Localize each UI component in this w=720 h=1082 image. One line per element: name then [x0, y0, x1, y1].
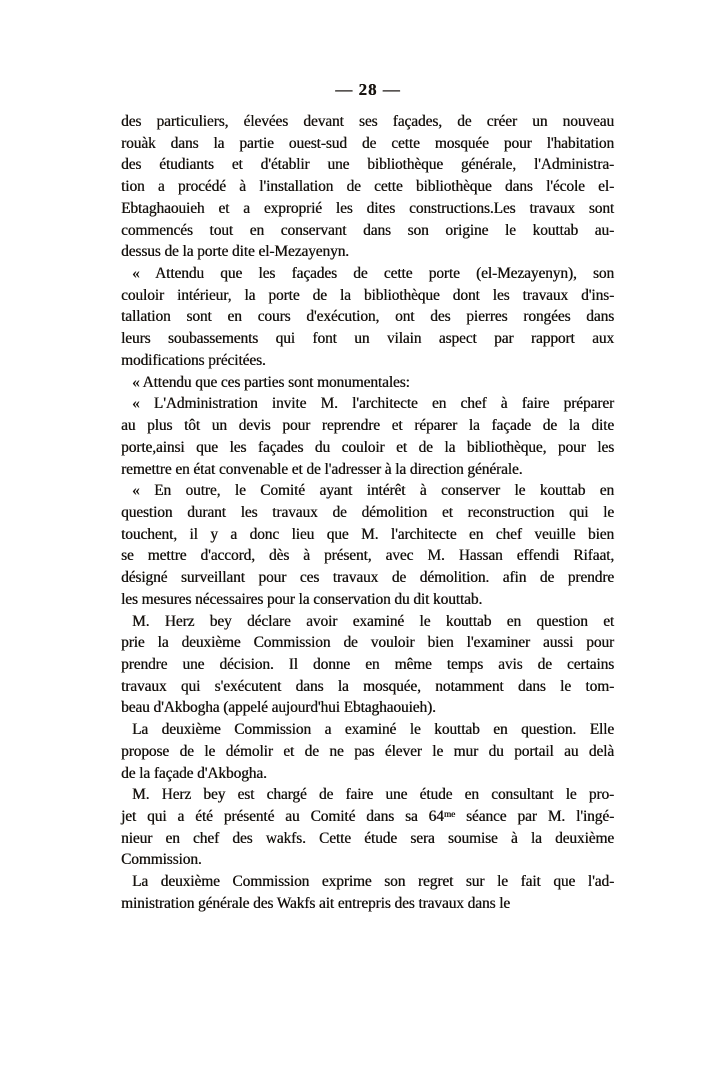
text-line: des étudiants et d'établir une bibliothèque générale, l'Administra- — [121, 156, 614, 174]
text-line: dessus de la porte dite el-Mezayenyn. — [121, 243, 349, 261]
text-line: des particuliers, élevées devant ses façades, de créer un nouveau — [121, 113, 614, 130]
paragraph — [121, 611, 614, 720]
text-line: commencés tout en conservant dans son origine le kouttab au- — [121, 221, 614, 239]
paragraph — [121, 784, 614, 871]
text-line: « Attendu que ces parties sont monumentales: — [132, 373, 410, 391]
text-line: touchent, il y a donc lieu que M. l'architecte en chef veuille bien — [121, 525, 614, 543]
text-line: de la façade d'Akbogha. — [121, 764, 267, 782]
text-line: au plus tôt un devis pour reprendre et réparer la façade de la dite — [121, 417, 614, 435]
text-line: question durant les travaux de démolition et reconstruction qui le — [121, 503, 614, 521]
text-line: tion a procédé à l'installation de cette bibliothèque dans l'école el- — [121, 178, 614, 196]
text-line: beau d'Akbogha (appelé aujourd'hui Ebtaghaouieh). — [121, 699, 436, 717]
text-line: M. Herz bey est chargé de faire une étude en consultant le pro- — [132, 786, 614, 804]
paragraph — [121, 393, 614, 480]
text-line: tallation sont en cours d'exécution, ont des pierres rongées dans — [121, 308, 614, 326]
paragraph — [121, 372, 614, 394]
paragraph — [121, 111, 614, 263]
text-line: « L'Administration invite M. l'architecte en chef à faire préparer — [132, 395, 614, 413]
text-line: prie la deuxième Commission de vouloir bien l'examiner aussi pour — [121, 634, 614, 652]
text-line: « Attendu que les façades de cette porte (el-Mezayenyn), son — [132, 265, 614, 283]
paragraph — [121, 480, 614, 610]
text-line: Ebtaghaouieh et a exproprié les dites constructions.Les travaux sont — [121, 199, 614, 217]
paragraph — [121, 263, 614, 372]
text-line: porte,ainsi que les façades du couloir et de la bibliothèque, pour les — [121, 438, 614, 456]
text-line: La deuxième Commission exprime son regret sur le fait que l'ad- — [132, 873, 614, 891]
text-line: Commission. — [121, 851, 202, 869]
text-line: désigné surveillant pour ces travaux de démolition. afin de prendre — [121, 569, 614, 587]
text-line: les mesures nécessaires pour la conservation du dit kouttab. — [121, 590, 483, 608]
text-body — [121, 111, 614, 915]
text-line: leurs soubassements qui font un vilain aspect par rapport aux — [121, 330, 614, 348]
text-line: nieur en chef des wakfs. Cette étude sera soumise à la deuxième — [121, 829, 614, 847]
text-line: rouàk dans la partie ouest-sud de cette mosquée pour l'habitation — [121, 134, 614, 152]
text-line: remettre en état convenable et de l'adresser à la direction générale. — [121, 460, 523, 478]
paragraph — [121, 719, 614, 784]
text-line: modifications précitées. — [121, 351, 266, 369]
text-line: travaux qui s'exécutent dans la mosquée, notamment dans le tom- — [121, 677, 614, 695]
text-line: se mettre d'accord, dès à présent, avec M. Hassan effendi Rifaat, — [121, 547, 614, 565]
paragraph — [121, 871, 614, 914]
page-number-header: — 28 — — [335, 80, 401, 99]
text-line: M. Herz bey déclare avoir examiné le kouttab en question et — [132, 612, 614, 630]
text-line: jet qui a été présenté au Comité dans sa 64ᵐᵉ séance par M. l'ingé- — [121, 808, 614, 825]
text-line: couloir intérieur, la porte de la bibliothèque dont les travaux d'ins- — [121, 286, 614, 304]
text-line: prendre une décision. Il donne en même temps avis de certains — [121, 655, 614, 673]
text-line: propose de le démolir et de ne pas élever le mur du portail au delà — [121, 742, 614, 760]
text-line: ministration générale des Wakfs ait entrepris des travaux dans le — [121, 894, 511, 912]
text-line: « En outre, le Comité ayant intérêt à conserver le kouttab en — [132, 482, 614, 500]
text-line: La deuxième Commission a examiné le kouttab en question. Elle — [132, 721, 614, 739]
